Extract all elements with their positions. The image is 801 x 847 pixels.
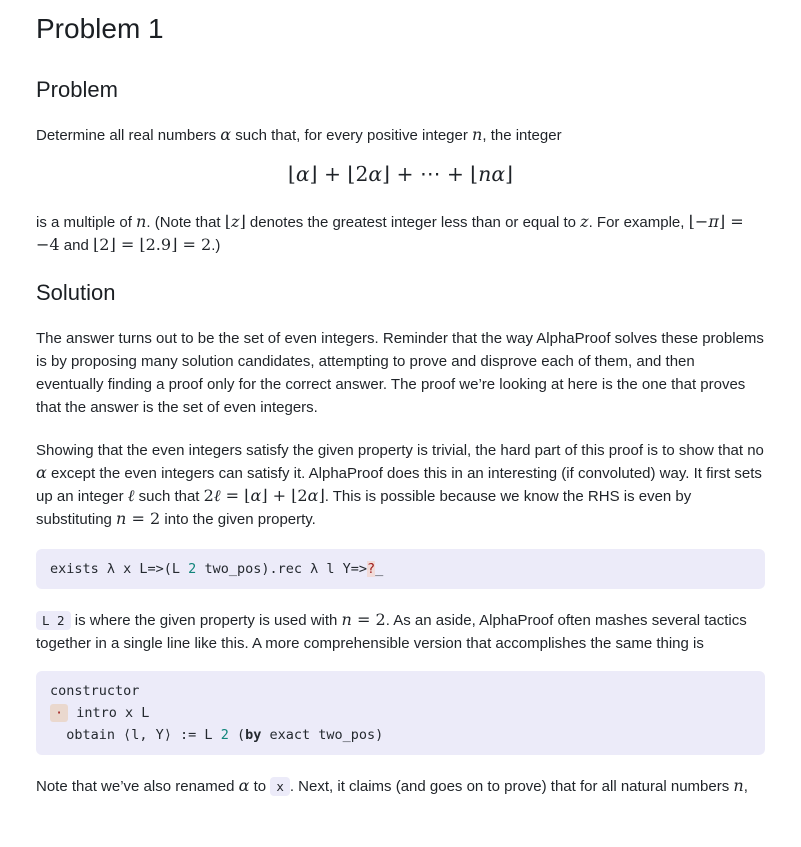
code-line <box>50 558 751 580</box>
text-segment: such that <box>134 488 204 505</box>
text-segment: exists λ x L=>(L <box>50 561 189 577</box>
number-token: 2 <box>220 727 229 743</box>
text-segment: Determine all real numbers <box>36 127 221 144</box>
math-variable: n <box>472 125 483 144</box>
math-variable: ℓ <box>127 486 135 505</box>
rename-note-paragraph <box>36 775 765 798</box>
text-segment: denotes the greatest integer less than or equal to <box>245 214 581 231</box>
text-segment: is where the given property is used with <box>70 612 342 629</box>
math-variable: α <box>220 125 232 144</box>
text-segment: . For example, <box>588 214 689 231</box>
text-segment: constructor <box>50 683 140 699</box>
code-line <box>50 680 751 702</box>
code-line <box>50 702 751 724</box>
math-roman: ⌋ + ⌊2 <box>309 162 369 186</box>
math-variable: n <box>136 212 147 231</box>
lean-code-block-exists <box>36 549 765 589</box>
text-segment: , <box>743 778 748 795</box>
text-segment: . This is possible because we know the RHS is even by substituting <box>36 488 692 528</box>
math-roman: = ⌊ <box>220 486 251 505</box>
text-segment: _ <box>375 561 384 577</box>
metavariable-token: ? <box>367 561 376 577</box>
math-variable: n <box>341 610 352 629</box>
math-roman: = 2 <box>126 509 161 528</box>
problem-note-paragraph <box>36 211 765 257</box>
text-segment: Showing that the even integers satisfy the given property is trivial, the hard part of this proof is to show that no <box>36 442 764 459</box>
text-segment: obtain ⟨l, Y⟩ := L <box>50 727 221 743</box>
math-variable: α <box>238 776 250 795</box>
text-segment: is a multiple of <box>36 214 137 231</box>
solution-heading: Solution <box>36 280 116 305</box>
display-formula <box>36 161 765 191</box>
math-variable: π <box>708 212 719 231</box>
page-title: Problem 1 <box>36 13 164 44</box>
solution-approach-paragraph <box>36 439 765 531</box>
math-roman: ⌋ <box>239 212 246 231</box>
math-variable: n <box>733 776 744 795</box>
math-variable: ℓ <box>213 486 221 505</box>
keyword-token: by <box>245 727 262 743</box>
inline-code: L 2 <box>36 611 71 630</box>
math-variable: α <box>295 162 310 186</box>
text-segment: such that, for every positive integer <box>231 127 473 144</box>
math-roman: ⌊ <box>287 162 296 186</box>
math-variable: z <box>580 212 589 231</box>
math-roman: ⌊2⌋ = ⌊2.9⌋ = 2 <box>93 235 212 254</box>
text-segment: ( <box>228 727 246 743</box>
tactic-explanation-paragraph <box>36 609 765 655</box>
math-variable: n <box>478 162 492 186</box>
text-segment: to <box>249 778 271 795</box>
text-segment: .) <box>211 237 221 254</box>
text-segment: . (Note that <box>146 214 225 231</box>
text-segment: . Next, it claims (and goes on to prove) that for all natural numbers <box>289 778 734 795</box>
solution-intro-paragraph <box>36 327 765 419</box>
math-variable: α <box>491 162 506 186</box>
text-segment: intro x L <box>68 705 150 721</box>
text-segment: . As an aside, AlphaProof often mashes several tactics together in a single line like this. A more comprehensible version that accomplishes the same thing is <box>36 612 747 652</box>
math-variable: α <box>250 486 262 505</box>
math-variable: n <box>116 509 127 528</box>
number-token: 2 <box>188 561 197 577</box>
focus-bullet: · <box>50 704 68 722</box>
math-roman: 2 <box>203 486 214 505</box>
problem-heading: Problem <box>36 77 118 102</box>
text-segment: , the integer <box>482 127 562 144</box>
lean-code-block-constructor <box>36 671 765 755</box>
math-roman: = 2 <box>351 610 386 629</box>
math-roman: ⌋ + ⋯ + ⌊ <box>382 162 479 186</box>
text-segment: two_pos).rec λ l Y=> <box>196 561 367 577</box>
math-roman: ⌋ <box>318 486 325 505</box>
text-segment: into the given property. <box>160 511 316 528</box>
text-segment: exact two_pos) <box>261 727 384 743</box>
text-segment: The answer turns out to be the set of even integers. Reminder that the way AlphaProof solves these problems is by proposing many solution candidates, attempting to prove and disprove each of them, and then eventually finding a proof only for the correct answer. The proof we’re looking at here is the one that proves that the answer is the set of even integers. <box>36 330 764 416</box>
math-roman: ⌋ + ⌊2 <box>261 486 308 505</box>
inline-code: x <box>270 777 290 796</box>
math-roman: ⌊− <box>688 212 709 231</box>
problem-statement-paragraph <box>36 124 765 147</box>
code-line <box>50 724 751 746</box>
math-roman: ⌋ = −4 <box>36 212 744 254</box>
text-segment: Note that we’ve also renamed <box>36 778 239 795</box>
math-roman: ⌋ <box>505 162 514 186</box>
text-segment: except the even integers can satisfy it. AlphaProof does this in an interesting (if convoluted) way. It first sets up an integer <box>36 465 762 505</box>
text-segment: and <box>59 237 94 254</box>
math-variable: α <box>368 162 383 186</box>
article-page <box>0 12 801 798</box>
math-roman: ⌊ <box>224 212 232 231</box>
math-variable: α <box>307 486 319 505</box>
math-variable: α <box>36 463 47 482</box>
math-variable: z <box>231 212 240 231</box>
